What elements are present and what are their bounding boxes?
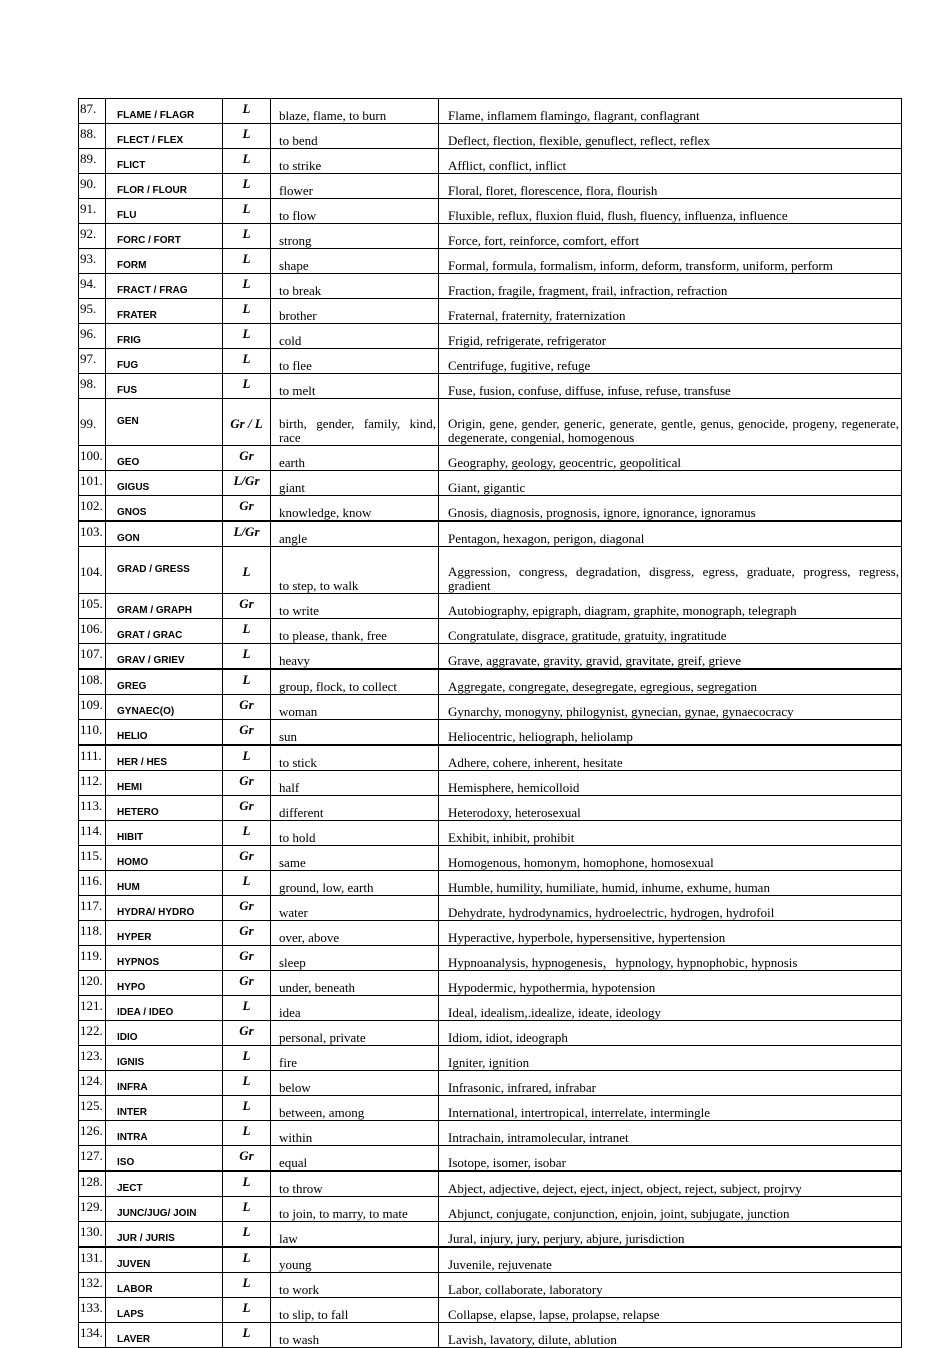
meaning-cell: to wash (271, 1323, 439, 1348)
origin-cell: L (223, 1171, 271, 1197)
origin-cell: Gr (223, 446, 271, 471)
root-cell: INFRA (106, 1071, 223, 1096)
table-row (79, 921, 902, 946)
root-cell: FLAME / FLAGR (106, 99, 223, 124)
root-cell: HYPO (106, 971, 223, 996)
table-row (79, 971, 902, 996)
examples-cell: Afflict, conflict, inflict (439, 149, 902, 174)
meaning-cell: to write (271, 594, 439, 619)
examples-cell: Centrifuge, fugitive, refuge (439, 349, 902, 374)
examples-cell: Force, fort, reinforce, comfort, effort (439, 224, 902, 249)
table-row (79, 594, 902, 619)
origin-cell: L (223, 547, 271, 594)
root-cell: HEMI (106, 771, 223, 796)
table-row (79, 99, 902, 124)
row-number: 87. (79, 99, 106, 124)
row-number: 100. (79, 446, 106, 471)
origin-cell: L (223, 1096, 271, 1121)
examples-cell: Geography, geology, geocentric, geopolitical (439, 446, 902, 471)
root-cell: HYPER (106, 921, 223, 946)
examples-cell: Hypodermic, hypothermia, hypotension (439, 971, 902, 996)
row-number: 124. (79, 1071, 106, 1096)
row-number: 113. (79, 796, 106, 821)
examples-cell: Heterodoxy, heterosexual (439, 796, 902, 821)
origin-cell: L (223, 669, 271, 695)
row-number: 115. (79, 846, 106, 871)
examples-cell: Aggregate, congregate, desegregate, egregious, segregation (439, 669, 902, 695)
table-row (79, 896, 902, 921)
examples-cell: Gnosis, diagnosis, prognosis, ignore, ignorance, ignoramus (439, 496, 902, 522)
meaning-cell: angle (271, 521, 439, 547)
examples-cell: Flame, inflamem flamingo, flagrant, conflagrant (439, 99, 902, 124)
examples-cell: Hemisphere, hemicolloid (439, 771, 902, 796)
examples-cell: Gynarchy, monogyny, philogynist, gynecian, gynae, gynaecocracy (439, 695, 902, 720)
examples-cell: Aggression, congress, degradation, disgress, egress, graduate, progress, regress, gradient (439, 547, 902, 594)
row-number: 105. (79, 594, 106, 619)
row-number: 98. (79, 374, 106, 399)
row-number: 93. (79, 249, 106, 274)
root-cell: JUR / JURIS (106, 1222, 223, 1248)
examples-cell: International, intertropical, interrelate, intermingle (439, 1096, 902, 1121)
table-row (79, 669, 902, 695)
root-cell: GRAD / GRESS (106, 547, 223, 594)
root-cell: GEO (106, 446, 223, 471)
meaning-cell: to join, to marry, to mate (271, 1197, 439, 1222)
origin-cell: L (223, 349, 271, 374)
root-cell: GRAV / GRIEV (106, 644, 223, 670)
row-number: 97. (79, 349, 106, 374)
root-cell: GNOS (106, 496, 223, 522)
examples-cell: Hypnoanalysis, hypnogenesis，hypnology, hypnophobic, hypnosis (439, 946, 902, 971)
row-number: 134. (79, 1323, 106, 1348)
origin-cell: L (223, 99, 271, 124)
origin-cell: L (223, 1071, 271, 1096)
root-cell: JECT (106, 1171, 223, 1197)
root-cell: GON (106, 521, 223, 547)
root-cell: HYDRA/ HYDRO (106, 896, 223, 921)
table-row (79, 299, 902, 324)
root-cell: FLICT (106, 149, 223, 174)
row-number: 92. (79, 224, 106, 249)
meaning-cell: to bend (271, 124, 439, 149)
row-number: 116. (79, 871, 106, 896)
row-number: 131. (79, 1247, 106, 1273)
root-cell: HETERO (106, 796, 223, 821)
origin-cell: L/Gr (223, 521, 271, 547)
examples-cell: Fraction, fragile, fragment, frail, infraction, refraction (439, 274, 902, 299)
root-cell: FLU (106, 199, 223, 224)
examples-cell: Formal, formula, formalism, inform, deform, transform, uniform, perform (439, 249, 902, 274)
origin-cell: L (223, 174, 271, 199)
row-number: 94. (79, 274, 106, 299)
root-cell: GRAT / GRAC (106, 619, 223, 644)
meaning-cell: over, above (271, 921, 439, 946)
root-cell: HELIO (106, 720, 223, 746)
table-row (79, 1222, 902, 1248)
meaning-cell: to stick (271, 745, 439, 771)
row-number: 95. (79, 299, 106, 324)
root-cell: INTRA (106, 1121, 223, 1146)
meaning-cell: young (271, 1247, 439, 1273)
examples-cell: Isotope, isomer, isobar (439, 1146, 902, 1172)
meaning-cell: law (271, 1222, 439, 1248)
table-row (79, 446, 902, 471)
meaning-cell: flower (271, 174, 439, 199)
row-number: 106. (79, 619, 106, 644)
meaning-cell: to step, to walk (271, 547, 439, 594)
root-cell: IGNIS (106, 1046, 223, 1071)
meaning-cell: idea (271, 996, 439, 1021)
meaning-cell: knowledge, know (271, 496, 439, 522)
table-row (79, 496, 902, 522)
examples-cell: Dehydrate, hydrodynamics, hydroelectric, hydrogen, hydrofoil (439, 896, 902, 921)
root-cell: LAPS (106, 1298, 223, 1323)
examples-cell: Congratulate, disgrace, gratitude, gratuity, ingratitude (439, 619, 902, 644)
root-cell: FLOR / FLOUR (106, 174, 223, 199)
table-row (79, 821, 902, 846)
meaning-cell: to work (271, 1273, 439, 1298)
table-row (79, 471, 902, 496)
row-number: 123. (79, 1046, 106, 1071)
table-row (79, 771, 902, 796)
meaning-cell: fire (271, 1046, 439, 1071)
row-number: 91. (79, 199, 106, 224)
origin-cell: L (223, 1046, 271, 1071)
origin-cell: L (223, 619, 271, 644)
origin-cell: Gr (223, 921, 271, 946)
table-row (79, 547, 902, 594)
root-cell: HER / HES (106, 745, 223, 771)
root-cell: FUS (106, 374, 223, 399)
origin-cell: L (223, 871, 271, 896)
root-cell: FRACT / FRAG (106, 274, 223, 299)
table-row (79, 1171, 902, 1197)
examples-cell: Fraternal, fraternity, fraternization (439, 299, 902, 324)
meaning-cell: between, among (271, 1096, 439, 1121)
row-number: 89. (79, 149, 106, 174)
root-cell: HIBIT (106, 821, 223, 846)
origin-cell: L (223, 274, 271, 299)
root-cell: GRAM / GRAPH (106, 594, 223, 619)
origin-cell: L (223, 149, 271, 174)
table-row (79, 174, 902, 199)
origin-cell: L (223, 1247, 271, 1273)
meaning-cell: giant (271, 471, 439, 496)
examples-cell: Homogenous, homonym, homophone, homosexual (439, 846, 902, 871)
table-row (79, 871, 902, 896)
origin-cell: L (223, 124, 271, 149)
row-number: 111. (79, 745, 106, 771)
examples-cell: Labor, collaborate, laboratory (439, 1273, 902, 1298)
meaning-cell: personal, private (271, 1021, 439, 1046)
meaning-cell: blaze, flame, to burn (271, 99, 439, 124)
origin-cell: Gr (223, 496, 271, 522)
origin-cell: L (223, 644, 271, 670)
origin-cell: Gr (223, 771, 271, 796)
meaning-cell: strong (271, 224, 439, 249)
examples-cell: Heliocentric, heliograph, heliolamp (439, 720, 902, 746)
origin-cell: L (223, 1197, 271, 1222)
root-cell: FLECT / FLEX (106, 124, 223, 149)
row-number: 112. (79, 771, 106, 796)
table-row (79, 1247, 902, 1273)
table-row (79, 521, 902, 547)
origin-cell: L (223, 996, 271, 1021)
row-number: 122. (79, 1021, 106, 1046)
root-cell: FRIG (106, 324, 223, 349)
row-number: 90. (79, 174, 106, 199)
examples-cell: Abject, adjective, deject, eject, inject, object, reject, subject, projrvy (439, 1171, 902, 1197)
word-roots-table-container (78, 98, 901, 1348)
table-row (79, 1298, 902, 1323)
examples-cell: Autobiography, epigraph, diagram, graphite, monograph, telegraph (439, 594, 902, 619)
meaning-cell: to slip, to fall (271, 1298, 439, 1323)
root-cell: GREG (106, 669, 223, 695)
examples-cell: Deflect, flection, flexible, genuflect, reflect, reflex (439, 124, 902, 149)
table-row (79, 399, 902, 446)
meaning-cell: to strike (271, 149, 439, 174)
root-cell: ISO (106, 1146, 223, 1172)
meaning-cell: to hold (271, 821, 439, 846)
root-cell: HYPNOS (106, 946, 223, 971)
root-cell: JUVEN (106, 1247, 223, 1273)
table-row (79, 149, 902, 174)
origin-cell: L (223, 745, 271, 771)
table-row (79, 619, 902, 644)
meaning-cell: cold (271, 324, 439, 349)
row-number: 88. (79, 124, 106, 149)
row-number: 107. (79, 644, 106, 670)
row-number: 128. (79, 1171, 106, 1197)
table-row (79, 124, 902, 149)
origin-cell: L (223, 1323, 271, 1348)
row-number: 126. (79, 1121, 106, 1146)
examples-cell: Humble, humility, humiliate, humid, inhume, exhume, human (439, 871, 902, 896)
origin-cell: L (223, 324, 271, 349)
root-cell: LABOR (106, 1273, 223, 1298)
origin-cell: Gr (223, 971, 271, 996)
meaning-cell: same (271, 846, 439, 871)
table-row (79, 720, 902, 746)
examples-cell: Fuse, fusion, confuse, diffuse, infuse, refuse, transfuse (439, 374, 902, 399)
row-number: 103. (79, 521, 106, 547)
meaning-cell: below (271, 1071, 439, 1096)
table-row (79, 1096, 902, 1121)
row-number: 130. (79, 1222, 106, 1248)
table-row (79, 996, 902, 1021)
row-number: 132. (79, 1273, 106, 1298)
table-row (79, 199, 902, 224)
word-roots-table (78, 98, 902, 1348)
meaning-cell: group, flock, to collect (271, 669, 439, 695)
row-number: 117. (79, 896, 106, 921)
root-cell: GIGUS (106, 471, 223, 496)
origin-cell: L (223, 199, 271, 224)
root-cell: INTER (106, 1096, 223, 1121)
origin-cell: L (223, 821, 271, 846)
root-cell: IDIO (106, 1021, 223, 1046)
examples-cell: Infrasonic, infrared, infrabar (439, 1071, 902, 1096)
table-row (79, 224, 902, 249)
row-number: 101. (79, 471, 106, 496)
table-row (79, 1071, 902, 1096)
examples-cell: Ideal, idealism,.idealize, ideate, ideology (439, 996, 902, 1021)
table-row (79, 374, 902, 399)
root-cell: LAVER (106, 1323, 223, 1348)
meaning-cell: shape (271, 249, 439, 274)
meaning-cell: earth (271, 446, 439, 471)
root-cell: HOMO (106, 846, 223, 871)
examples-cell: Frigid, refrigerate, refrigerator (439, 324, 902, 349)
meaning-cell: to break (271, 274, 439, 299)
table-row (79, 644, 902, 670)
examples-cell: Grave, aggravate, gravity, gravid, gravitate, greif, grieve (439, 644, 902, 670)
meaning-cell: different (271, 796, 439, 821)
row-number: 119. (79, 946, 106, 971)
root-cell: GYNAEC(O) (106, 695, 223, 720)
row-number: 129. (79, 1197, 106, 1222)
row-number: 108. (79, 669, 106, 695)
table-row (79, 946, 902, 971)
row-number: 127. (79, 1146, 106, 1172)
table-row (79, 1021, 902, 1046)
meaning-cell: to flow (271, 199, 439, 224)
examples-cell: Igniter, ignition (439, 1046, 902, 1071)
table-row (79, 1121, 902, 1146)
examples-cell: Origin, gene, gender, generic, generate, gentle, genus, genocide, progeny, regenerate, degenerate, congenial, homogenous (439, 399, 902, 446)
meaning-cell: woman (271, 695, 439, 720)
root-cell: JUNC/JUG/ JOIN (106, 1197, 223, 1222)
table-body (79, 99, 902, 1348)
examples-cell: Hyperactive, hyperbole, hypersensitive, hypertension (439, 921, 902, 946)
examples-cell: Juvenile, rejuvenate (439, 1247, 902, 1273)
root-cell: FORM (106, 249, 223, 274)
row-number: 104. (79, 547, 106, 594)
table-row (79, 1197, 902, 1222)
origin-cell: Gr (223, 695, 271, 720)
origin-cell: Gr (223, 896, 271, 921)
table-row (79, 324, 902, 349)
meaning-cell: water (271, 896, 439, 921)
table-row (79, 249, 902, 274)
table-row (79, 695, 902, 720)
examples-cell: Collapse, elapse, lapse, prolapse, relapse (439, 1298, 902, 1323)
meaning-cell: birth, gender, family, kind, race (271, 399, 439, 446)
origin-cell: Gr (223, 1146, 271, 1172)
examples-cell: Pentagon, hexagon, perigon, diagonal (439, 521, 902, 547)
root-cell: FORC / FORT (106, 224, 223, 249)
table-row (79, 796, 902, 821)
examples-cell: Lavish, lavatory, dilute, ablution (439, 1323, 902, 1348)
origin-cell: L (223, 299, 271, 324)
row-number: 96. (79, 324, 106, 349)
meaning-cell: to melt (271, 374, 439, 399)
meaning-cell: ground, low, earth (271, 871, 439, 896)
examples-cell: Floral, floret, florescence, flora, flourish (439, 174, 902, 199)
row-number: 102. (79, 496, 106, 522)
origin-cell: Gr (223, 720, 271, 746)
examples-cell: Intrachain, intramolecular, intranet (439, 1121, 902, 1146)
origin-cell: Gr / L (223, 399, 271, 446)
root-cell: GEN (106, 399, 223, 446)
origin-cell: L (223, 1273, 271, 1298)
meaning-cell: brother (271, 299, 439, 324)
origin-cell: Gr (223, 846, 271, 871)
meaning-cell: to flee (271, 349, 439, 374)
meaning-cell: under, beneath (271, 971, 439, 996)
table-row (79, 349, 902, 374)
meaning-cell: sleep (271, 946, 439, 971)
row-number: 121. (79, 996, 106, 1021)
origin-cell: Gr (223, 1021, 271, 1046)
examples-cell: Adhere, cohere, inherent, hesitate (439, 745, 902, 771)
row-number: 114. (79, 821, 106, 846)
table-row (79, 846, 902, 871)
table-row (79, 745, 902, 771)
origin-cell: L (223, 1121, 271, 1146)
table-row (79, 1146, 902, 1172)
row-number: 109. (79, 695, 106, 720)
root-cell: HUM (106, 871, 223, 896)
meaning-cell: equal (271, 1146, 439, 1172)
row-number: 125. (79, 1096, 106, 1121)
origin-cell: Gr (223, 946, 271, 971)
row-number: 118. (79, 921, 106, 946)
table-row (79, 1273, 902, 1298)
table-row (79, 1046, 902, 1071)
examples-cell: Fluxible, reflux, fluxion fluid, flush, fluency, influenza, influence (439, 199, 902, 224)
meaning-cell: heavy (271, 644, 439, 670)
origin-cell: Gr (223, 796, 271, 821)
examples-cell: Abjunct, conjugate, conjunction, enjoin, joint, subjugate, junction (439, 1197, 902, 1222)
row-number: 99. (79, 399, 106, 446)
origin-cell: L (223, 224, 271, 249)
examples-cell: Giant, gigantic (439, 471, 902, 496)
root-cell: FRATER (106, 299, 223, 324)
origin-cell: L/Gr (223, 471, 271, 496)
meaning-cell: half (271, 771, 439, 796)
origin-cell: Gr (223, 594, 271, 619)
origin-cell: L (223, 249, 271, 274)
origin-cell: L (223, 1298, 271, 1323)
origin-cell: L (223, 1222, 271, 1248)
examples-cell: Jural, injury, jury, perjury, abjure, jurisdiction (439, 1222, 902, 1248)
meaning-cell: to please, thank, free (271, 619, 439, 644)
meaning-cell: within (271, 1121, 439, 1146)
root-cell: IDEA / IDEO (106, 996, 223, 1021)
root-cell: FUG (106, 349, 223, 374)
row-number: 120. (79, 971, 106, 996)
origin-cell: L (223, 374, 271, 399)
meaning-cell: sun (271, 720, 439, 746)
examples-cell: Idiom, idiot, ideograph (439, 1021, 902, 1046)
table-row (79, 274, 902, 299)
meaning-cell: to throw (271, 1171, 439, 1197)
row-number: 133. (79, 1298, 106, 1323)
row-number: 110. (79, 720, 106, 746)
examples-cell: Exhibit, inhibit, prohibit (439, 821, 902, 846)
